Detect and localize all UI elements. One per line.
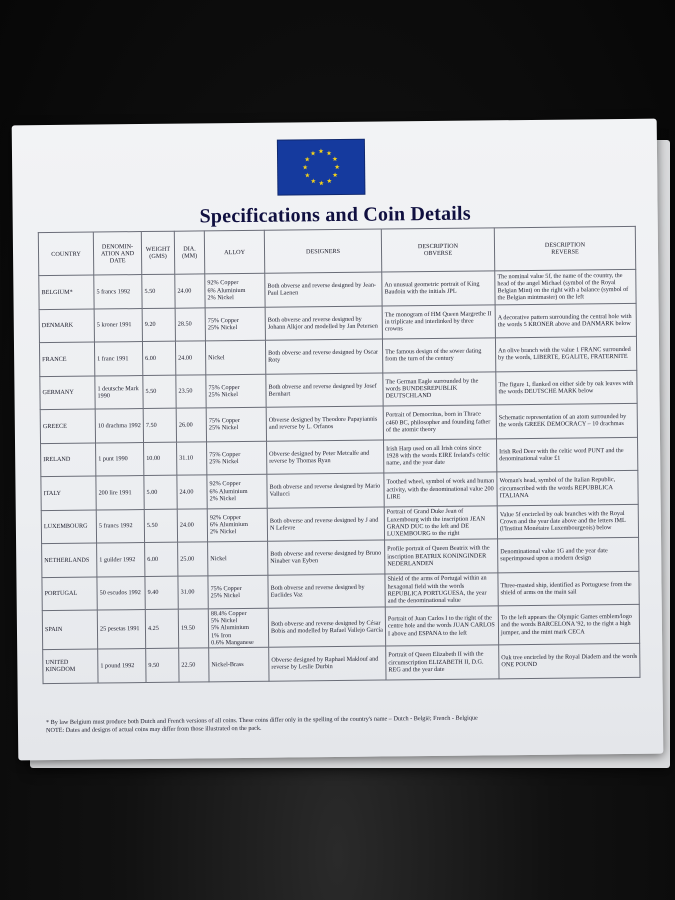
cell-designers: Obverse designed by Theodore Papayiannis and reverse by L. Orfanos [266,406,383,441]
header-weight: WEIGHT (GMS) [141,231,174,274]
table-header-row [38,226,635,275]
cell-alloy: Nickel [208,541,268,575]
page-title: Specifications and Coin Details [199,202,471,228]
cell-weight: 5.50 [143,375,176,409]
cell-designers: Both obverse and reverse designed by Johann Alkjor and modelled by Jan Petersen [265,306,382,341]
cell-obverse: Shield of the arms of Portugal within an hexagonal field with the words REPUBLICA PORTUGUESA, the year and the denominational value [385,572,498,607]
cell-denomination: 5 francs 1992 [96,509,144,543]
cell-dia: 26.00 [176,408,206,442]
cell-dia: 24.00 [175,274,205,308]
cell-denomination: 1 pound 1992 [98,649,146,683]
cell-designers: Both obverse and reverse designed by J and N Lefevre [267,507,384,542]
cell-weight: 6.00 [142,341,175,375]
cell-obverse: An unusual geometric portrait of King Baudoin with the initials JPL [382,271,495,306]
header-dia: DIA. (MM) [174,231,204,274]
cell-designers: Both obverse and reverse designed by Josef Bernhart [266,373,383,408]
cell-weight: 9.40 [145,576,178,610]
flag-field [278,140,365,195]
cell-country: DENMARK [39,309,94,343]
cell-dia: 25.00 [178,542,208,576]
header-designers: DESIGNERS [264,229,381,273]
cell-alloy: 75% Copper 25% Nickel [206,407,266,441]
table-row [42,604,639,649]
cell-designers: Both obverse and reverse designed by Oscar Roty [265,339,382,374]
cell-denomination: 1 deutsche Mark 1990 [95,375,143,409]
cell-alloy: 75% Copper 25% Nickel [206,374,266,408]
coin-specs-table [38,226,641,684]
cell-reverse: Three-masted ship, identified as Portuguese from the shield of arms on the main sail [498,571,639,606]
header-alloy: ALLOY [204,230,264,274]
cell-obverse: Portrait of Grand Duke Jean of Luxembourg with the inscription JEAN GRAND DUC to the left and DE LUXEMBOURG to the right [384,505,497,540]
cell-dia: 31.00 [178,575,208,609]
cell-reverse: The figure 1, flanked on either side by oak leaves with the words DEUTSCHE MARK below [496,370,637,405]
cell-denomination: 10 drachma 1992 [95,409,143,443]
spec-sheet [12,119,664,761]
cell-dia: 23.50 [176,374,206,408]
cell-obverse: Portrait of Democritus, born in Thrace c460 BC, philosopher and founding father of the atomic theory [383,405,496,440]
cell-denomination: 1 guilder 1992 [97,543,145,577]
cell-country: FRANCE [39,342,94,376]
cell-reverse: Woman's head, symbol of the Italian Republic, circumscribed with the words REPUBBLICA ITALIANA [497,470,638,505]
cell-alloy: 92% Copper 6% Aluminium 2% Nickel [207,508,267,542]
cell-obverse: Profile portrait of Queen Beatrix with the inscription BEATRIX KONINGINDER NEDERLANDEN [385,539,498,574]
footnotes [46,713,641,734]
cell-designers: Obverse designed by Peter Metcalfe and reverse by Thomas Ryan [267,440,384,475]
cell-alloy: Nickel-Brass [209,647,269,681]
cell-country: BELGIUM* [39,275,94,309]
cell-reverse: The nominal value 5f, the name of the country, the head of the angel Michael (symbol of the Royal Belgian Mint) on the right with a balance (symbol of the Belgian mintmaster) on the left [495,269,636,304]
cell-alloy: 75% Copper 25% Nickel [207,441,267,475]
header-country: COUNTRY [38,232,93,276]
cell-dia: 24.00 [175,341,205,375]
cell-weight: 5.50 [142,274,175,308]
cell-obverse: The monogram of HM Queen Margrethe II in triplicate and interlinked by three crowns [382,304,495,339]
cell-designers: Both obverse and reverse designed by Bruno Ninaber van Eyben [268,540,385,575]
cell-designers: Both obverse and reverse designed by Mario Vallucci [267,473,384,508]
eu-flag-icon [278,140,365,195]
cell-country: ITALY [41,476,96,510]
cell-weight: 9.20 [142,308,175,342]
header-obverse: DESCRIPTION OBVERSE [381,228,494,272]
cell-country: LUXEMBOURG [41,510,96,544]
cell-weight: 7.50 [143,408,176,442]
cell-reverse: To the left appears the Olympic Games emblem/logo and the words BARCELONA '92, to the right a high jumper, and the mint mark CECA [498,604,639,644]
cell-country: SPAIN [42,610,97,650]
cell-alloy: 92% Copper 6% Aluminium 2% Nickel [207,474,267,508]
cell-denomination: 1 franc 1991 [94,342,142,376]
cell-designers: Both obverse and reverse designed by Jean-Paul Laenen [265,272,382,307]
footnote-belgium: * By law Belgium must produce both Dutch and French versions of all coins. These coins differ only in the spelling of the country's name – Dutch - België; French - Belgique [45,714,478,727]
table-body [39,269,640,683]
cell-dia: 19.50 [178,609,208,648]
eu-flag-stars [278,140,365,195]
cell-reverse: A decorative pattern surrounding the central hole with the words 5 KRONER above and DANMARK below [495,303,636,338]
cell-designers: Obverse designed by Raphael Maklouf and reverse by Leslie Durbin [269,646,386,681]
header-denomination: DENOMIN- ATION AND DATE [93,232,141,276]
cell-alloy: Nickel [205,340,265,374]
cell-denomination: 5 francs 1992 [94,275,142,309]
cell-reverse: Irish Red Deer with the celtic word PUNT and the denominational value £1 [496,437,637,472]
cell-reverse: Denominational value 1G and the year date superimposed upon a modern design [498,537,639,572]
cell-denomination: 50 escudos 1992 [97,576,145,610]
cell-weight: 4.25 [145,609,178,648]
cell-reverse: An olive branch with the value 1 FRANC surrounded by the words, LIBERTE, EGALITE, FRATERNITE [495,336,636,371]
cell-obverse: The famous design of the sower dating from the turn of the century [382,338,495,373]
cell-denomination: 1 punt 1990 [96,442,144,476]
cell-country: GERMANY [40,376,95,410]
cell-obverse: Toothed wheel, symbol of work and human activity, with the denominational value 200 LIRE [384,472,497,507]
cell-reverse: Schematic representation of an atom surrounded by the words GREEK DEMOCRACY – 10 drachmas [496,403,637,438]
cell-reverse: Oak tree encircled by the Royal Diadem and the words ONE POUND [499,643,640,678]
cell-obverse: Portrait of Juan Carlos I to the right of the centre hole and the words JUAN CARLOS I above and ESPANA to the left [385,606,498,646]
cell-reverse: Value 5f encircled by oak branches with the Royal Crown and the year date above and the letters IML (l'Institut Monétaire Luxembourgeois) below [497,504,638,539]
cell-country: NETHERLANDS [42,543,97,577]
cell-country: IRELAND [41,443,96,477]
cell-country: GREECE [40,409,95,443]
cell-weight: 9.50 [146,648,179,682]
table-row [43,643,640,683]
cell-obverse: The German Eagle surrounded by the words BUNDESREPUBLIK DEUTSCHLAND [383,371,496,406]
cell-country: PORTUGAL [42,577,97,611]
cell-dia: 24.00 [177,508,207,542]
cell-designers: Both obverse and reverse designed by César Bobis and modelled by Rafael Vallejo García [268,607,385,647]
cell-weight: 10.00 [144,442,177,476]
cell-alloy: 92% Copper 6% Aluminium 2% Nickel [205,273,265,307]
cell-designers: Both obverse and reverse designed by Euclides Vaz [268,574,385,609]
header-reverse: DESCRIPTION REVERSE [494,226,635,270]
cell-weight: 6.00 [145,542,178,576]
footnote-note: NOTE: Dates and designs of actual coins may differ from those illustrated on the pack. [45,724,262,734]
cell-obverse: Irish Harp used on all Irish coins since 1928 with the words EIRE Ireland's celtic name, and the year date [384,438,497,473]
cell-country: UNITED KINGDOM [43,649,98,683]
cell-denomination: 25 pesetas 1991 [97,610,145,650]
cell-dia: 22.50 [179,648,209,682]
cell-weight: 5.50 [144,509,177,543]
cell-dia: 31.10 [177,441,207,475]
cell-alloy: 75% Copper 25% Nickel [208,575,268,609]
cell-alloy: 88.4% Copper 5% Nickel 5% Aluminium 1% Iron 0.6% Manganese [208,608,268,648]
cell-obverse: Portrait of Queen Elizabeth II with the circumscription ELIZABETH II, D.G. REG and the year date [386,645,499,680]
cell-denomination: 5 kroner 1991 [94,308,142,342]
cell-dia: 28.50 [175,307,205,341]
cell-denomination: 200 lire 1991 [96,476,144,510]
cell-alloy: 75% Copper 25% Nickel [205,307,265,341]
cell-dia: 24.00 [177,475,207,509]
cell-weight: 5.00 [144,475,177,509]
